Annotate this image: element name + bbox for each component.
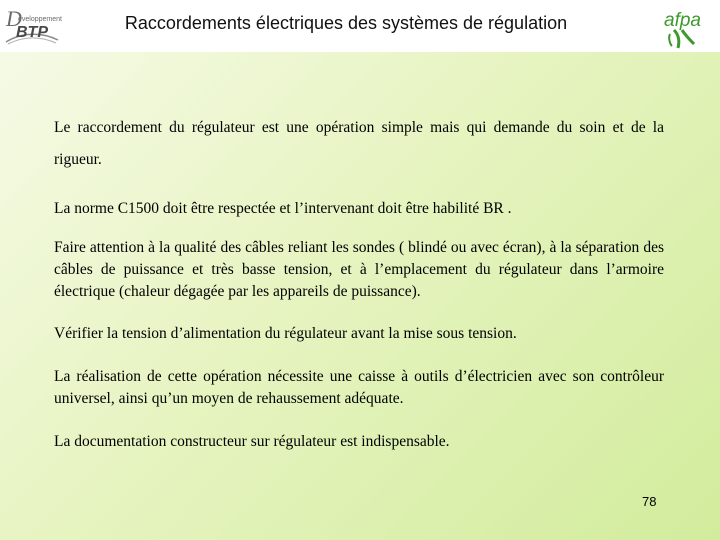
paragraph-1: Le raccordement du régulateur est une opération simple mais qui demande du soin et de la rigueur. (54, 119, 664, 168)
logo-initial: D (6, 6, 22, 31)
logo-subtitle: éveloppement (18, 16, 62, 23)
paragraph-4: Vérifier la tension d’alimentation du régulateur avant la mise sous tension. (54, 325, 517, 342)
slide-header (0, 0, 720, 52)
paragraph-6: La documentation constructeur sur régulateur est indispensable. (54, 433, 450, 450)
page-number: 78 (642, 494, 657, 509)
paragraph-3: Faire attention à la qualité des câbles reliant les sondes ( blindé ou avec écran), à la séparation des câbles de puissance et très basse tension, et à l’emplacement du régulateur dans l’armoire électrique (chaleur dégagée par les appareils de puissance). (54, 239, 664, 300)
paragraph-2: La norme C1500 doit être respectée et l’intervenant doit être habilité BR . (54, 200, 512, 217)
page-title: Raccordements électriques des systèmes de régulation (124, 13, 568, 33)
slide-body (54, 112, 664, 453)
afpa-logo (660, 4, 714, 50)
afpa-logo-text: afpa (664, 10, 701, 31)
paragraph-5: La réalisation de cette opération nécessite une caisse à outils d’électricien avec son contrôleur universel, ainsi qu’un moyen de rehaussement adéquate. (54, 368, 664, 407)
logo-btp: BTP (16, 24, 48, 41)
